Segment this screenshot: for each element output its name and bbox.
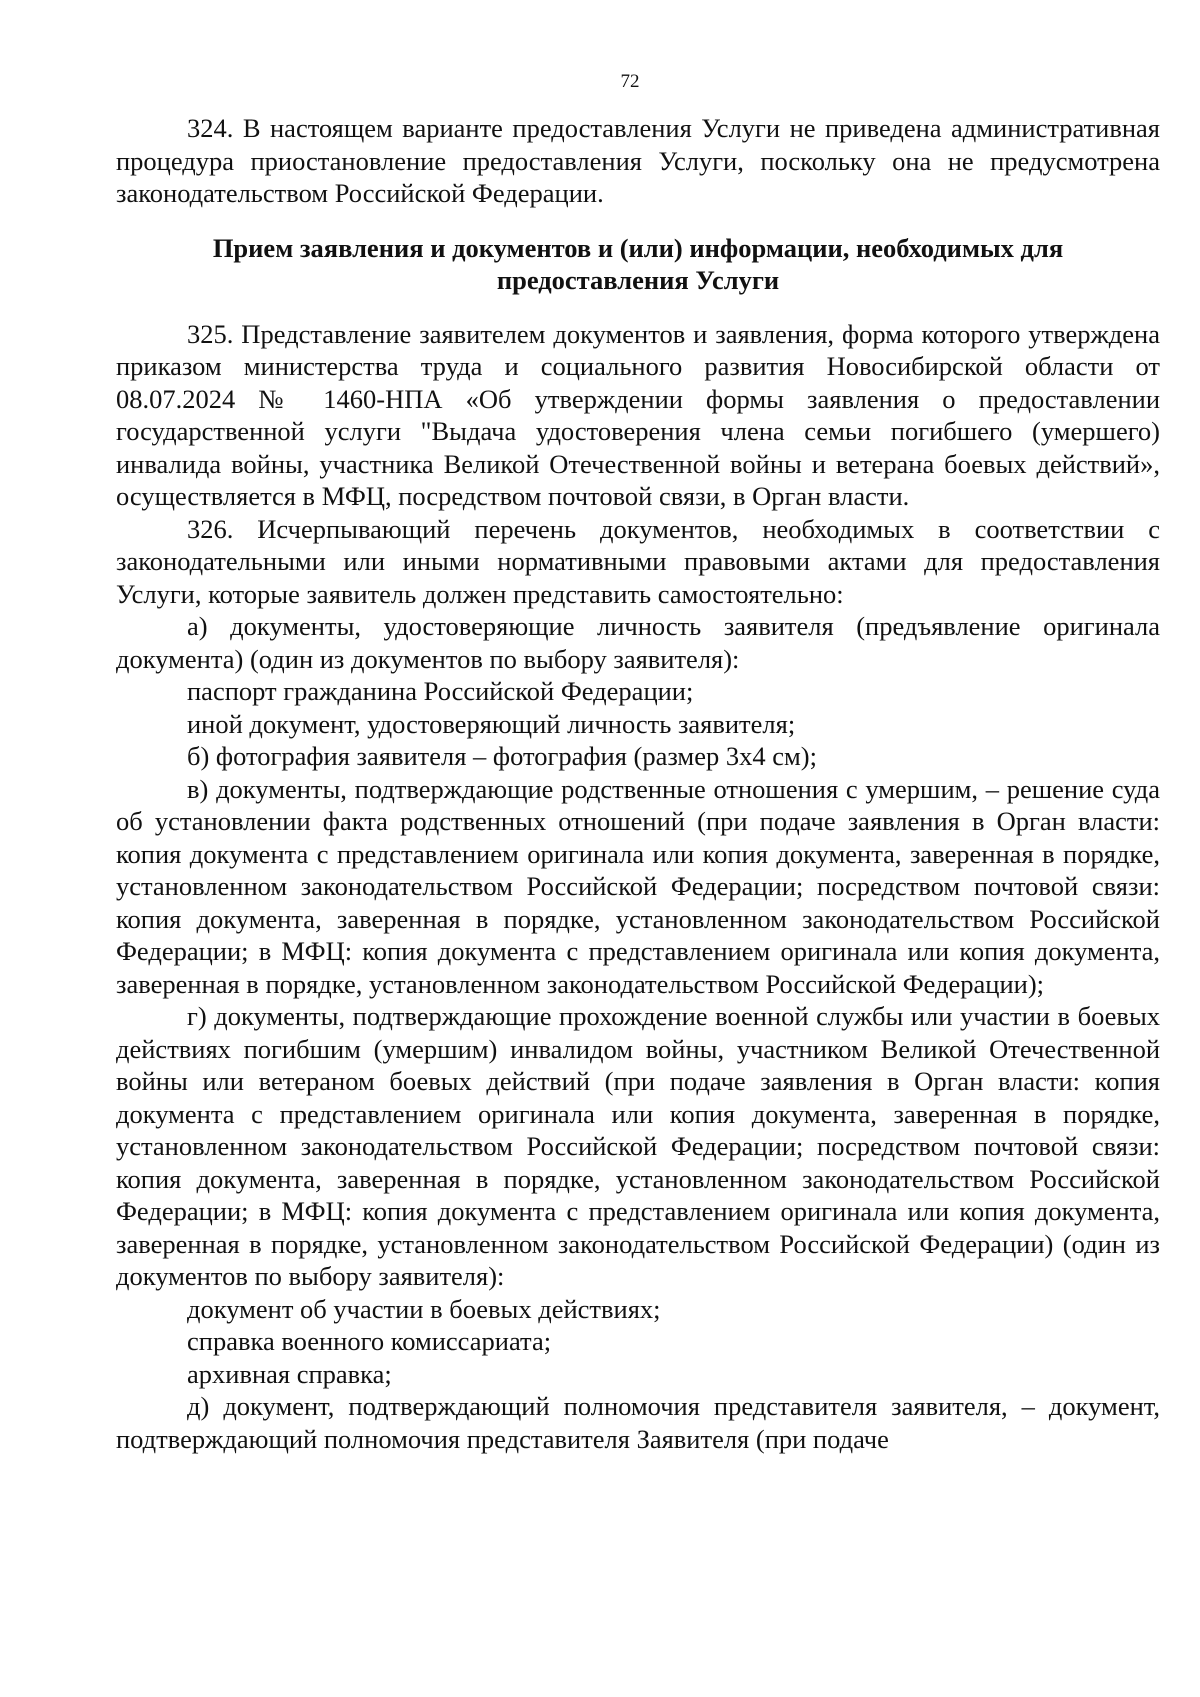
list-subitem-combat-document: документ об участии в боевых действиях; — [187, 1293, 661, 1324]
list-subitem-archive-certificate: архивная справка; — [187, 1358, 392, 1389]
section-heading: Прием заявления и документов и (или) информации, необходимых для предоставления Услуги — [212, 232, 1064, 295]
list-item-v: в) документы, подтверждающие родственные отношения с умершим, – решение суда об установлении факта родственных отношений (при подаче заявления в Орган власти: копия документа с представлением оригинала или копия документа, заверенная в порядке, установленном законодательством Российской Федерации; посредством почтовой связи: копия документа, заверенная в порядке, установленном законодательством Российской Федерации; в МФЦ: копия документа с представлением оригинала или копия документа, заверенная в порядке, установленном законодательством Российской Федерации); — [116, 773, 1160, 999]
list-item-g: г) документы, подтверждающие прохождение военной службы или участии в боевых действиях погибшим (умершим) инвалидом войны, участником Великой Отечественной войны или ветераном боевых действий (при подаче заявления в Орган власти: копия документа с представлением оригинала или копия документа, заверенная в порядке, установленном законодательством Российской Федерации; посредством почтовой связи: копия документа, заверенная в порядке, установленном законодательством Российской Федерации; в МФЦ: копия документа с представлением оригинала или копия документа, заверенная в порядке, установленном законодательством Российской Федерации) (один из документов по выбору заявителя): — [116, 1001, 1160, 1291]
list-item-d: д) документ, подтверждающий полномочия представителя заявителя, – документ, подтверждающий полномочия представителя Заявителя (при подаче — [116, 1391, 1160, 1454]
paragraph-325: 325. Представление заявителем документов и заявления, форма которого утверждена приказом министерства труда и социального развития Новосибирской области от 08.07.2024 № 1460-НПА «Об утверждении формы заявления о предоставлении государственной услуги "Выдача удостоверения члена семьи погибшего (умершего) инвалида войны, участника Великой Отечественной войны и ветерана боевых действий», осуществляется в МФЦ, посредством почтовой связи, в Орган власти. — [116, 318, 1160, 511]
paragraph-326: 326. Исчерпывающий перечень документов, необходимых в соответствии с законодательными или иными нормативными правовыми актами для предоставления Услуги, которые заявитель должен представить самостоятельно: — [116, 513, 1160, 609]
list-item-b: б) фотография заявителя – фотография (размер 3х4 см); — [187, 741, 817, 771]
paragraph-324: 324. В настоящем варианте предоставления Услуги не приведена административная процедура приостановление предоставления Услуги, поскольку она не предусмотрена законодательством Российской Федерации. — [116, 113, 1160, 208]
list-subitem-passport: паспорт гражданина Российской Федерации; — [187, 676, 694, 706]
list-subitem-military-certificate: справка военного комиссариата; — [187, 1326, 552, 1356]
page-number: 72 — [620, 71, 640, 92]
list-item-a: а) документы, удостоверяющие личность заявителя (предъявление оригинала документа) (один из документов по выбору заявителя): — [116, 611, 1160, 674]
document-body — [116, 112, 1160, 1455]
list-subitem-other-id: иной документ, удостоверяющий личность заявителя; — [187, 708, 796, 739]
